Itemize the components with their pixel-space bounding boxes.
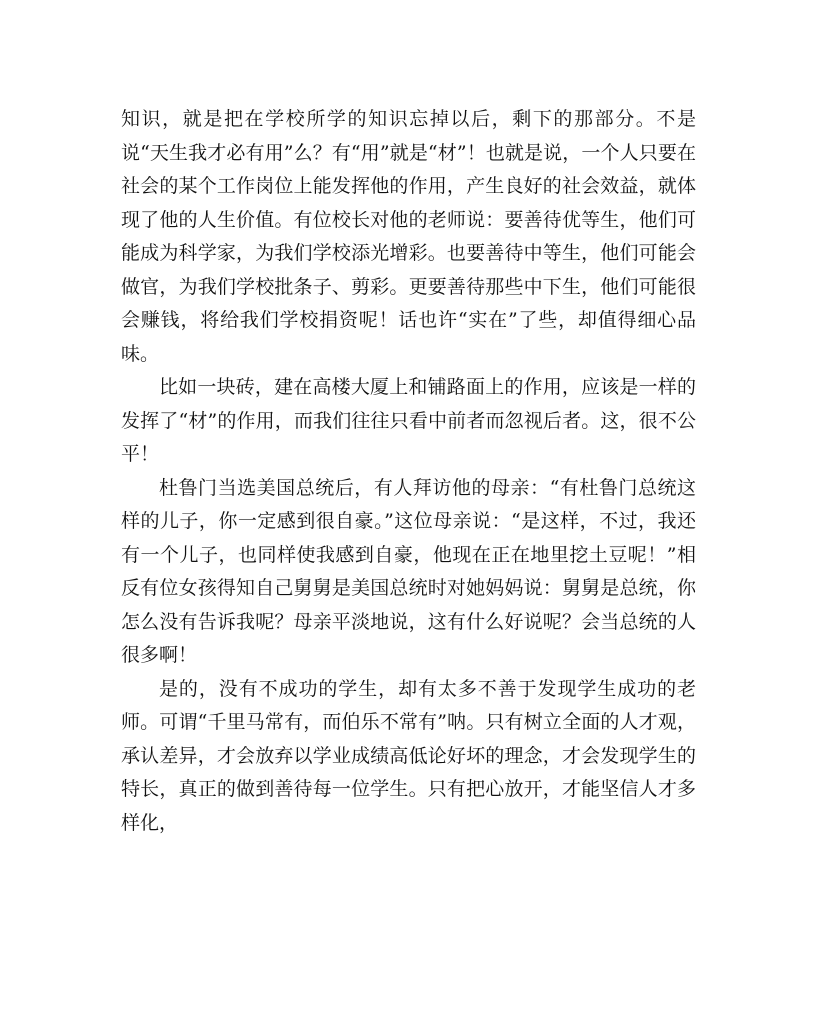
document-body xyxy=(121,103,696,840)
paragraph-1: 知识，就是把在学校所学的知识忘掉以后，剩下的那部分。不是说“天生我才必有用”么？有“用”就是“材”！也就是说，一个人只要在社会的某个工作岗位上能发挥他的作用，产生良好的社会效益，就体现了他的人生价值。有位校长对他的老师说：要善待优等生，他们可能成为科学家，为我们学校添光增彩。也要善待中等生，他们可能会做官，为我们学校批条子、剪彩。更要善待那些中下生，他们可能很会赚钱，将给我们学校捐资呢！话也许“实在”了些，却值得细心品味。 xyxy=(121,108,696,365)
paragraph-4: 是的，没有不成功的学生，却有太多不善于发现学生成功的老师。可谓“千里马常有，而伯乐不常有”呐。只有树立全面的人才观，承认差异，才会放弃以学业成绩高低论好坏的理念，才会发现学生的特长，真正的做到善待每一位学生。只有把心放开，才能坚信人才多样化， xyxy=(121,677,696,834)
paragraph-3: 杜鲁门当选美国总统后，有人拜访他的母亲：“有杜鲁门总统这样的儿子，你一定感到很自豪。”这位母亲说：“是这样，不过，我还有一个儿子，也同样使我感到自豪，他现在正在地里挖土豆呢！”相反有位女孩得知自己舅舅是美国总统时对她妈妈说：舅舅是总统，你怎么没有告诉我呢？母亲平淡地说，这有什么好说呢？会当总统的人很多啊！ xyxy=(121,476,696,666)
paragraph-2: 比如一块砖，建在高楼大厦上和铺路面上的作用，应该是一样的发挥了“材”的作用，而我们往往只看中前者而忽视后者。这，很不公平！ xyxy=(121,376,696,465)
